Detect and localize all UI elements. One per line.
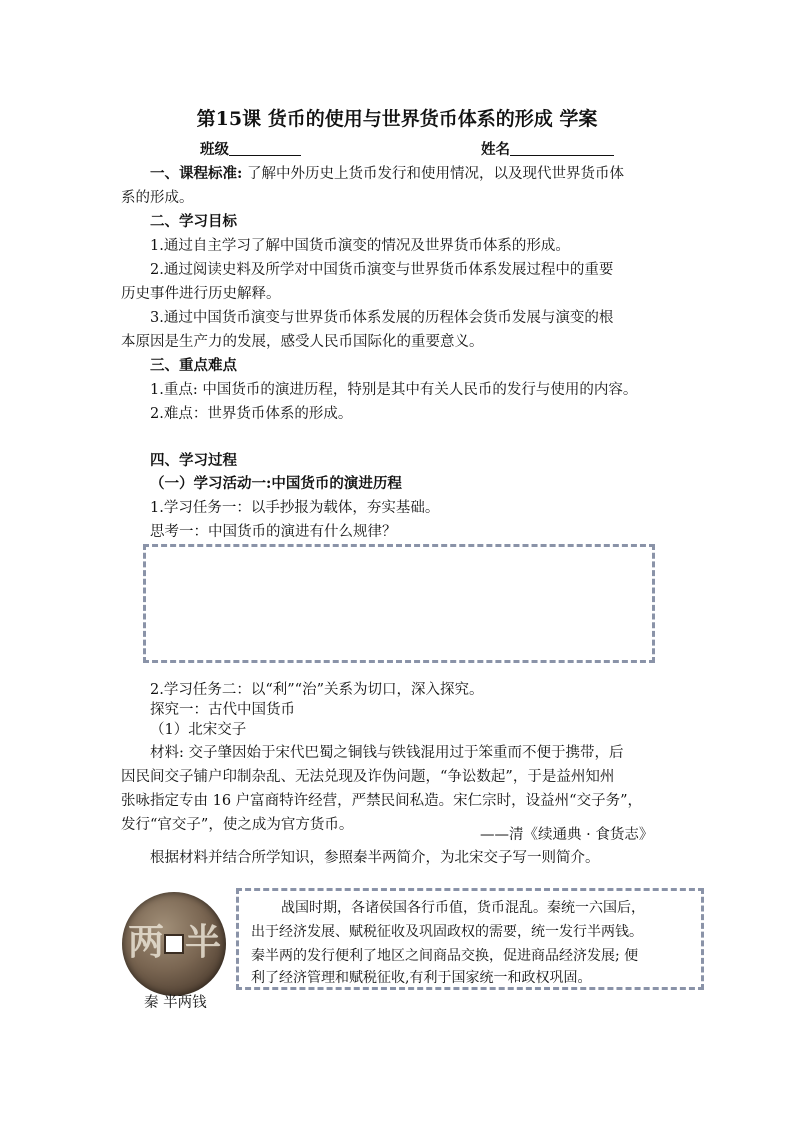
info-text: 秦半两的发行便利了地区之间商品交换，促进商品经济发展; 便 <box>251 948 639 964</box>
subsection-heading: （1）北宋交子 <box>150 722 247 738</box>
goal-item: 本原因是生产力的发展，感受人民币国际化的重要意义。 <box>121 334 484 350</box>
coin-char-right: 半 <box>185 921 222 963</box>
answer-box[interactable] <box>143 544 655 663</box>
material-text: 因民间交子铺户印制杂乱、无法兑现及诈伪问题，“争讼数起”，于是益州知州 <box>121 769 615 785</box>
class-label: 班级 <box>200 141 229 158</box>
curriculum-standard <box>150 164 624 184</box>
goal-item: 历史事件进行历史解释。 <box>121 286 281 302</box>
coin-image <box>122 892 226 996</box>
class-blank[interactable] <box>229 140 301 156</box>
explore-heading: 探究一：古代中国货币 <box>150 702 295 718</box>
section-heading: 四、学习过程 <box>150 452 237 469</box>
coin-caption: 秦 半两钱 <box>144 995 207 1011</box>
info-text: 出于经济发展、赋税征收及巩固政权的需要，统一发行半两钱。 <box>251 924 643 940</box>
goal-item: 3.通过中国货币演变与世界货币体系发展的历程体会货币发展与演变的根 <box>150 310 614 326</box>
name-label: 姓名 <box>481 141 510 158</box>
section-heading: 一、课程标准: <box>150 165 243 182</box>
key-point: 1.重点: 中国货币的演进历程，特别是其中有关人民币的发行与使用的内容。 <box>150 382 638 398</box>
coin-hole <box>164 934 184 954</box>
task-text: 2.学习任务二：以“利”“治”关系为切口，深入探究。 <box>150 682 484 698</box>
info-text: 利了经济管理和赋税征收,有利于国家统一和政权巩固。 <box>251 970 592 986</box>
name-field <box>481 140 614 160</box>
question-text: 思考一：中国货币的演进有什么规律？ <box>150 524 397 540</box>
activity-heading: （一）学习活动一:中国货币的演进历程 <box>150 475 402 492</box>
task-text: 1.学习任务一：以手抄报为载体，夯实基础。 <box>150 500 440 516</box>
goal-item: 1.通过自主学习了解中国货币演变的情况及世界货币体系的形成。 <box>150 238 570 254</box>
info-box <box>236 888 704 990</box>
material-source: ——清《续通典 · 食货志》 <box>480 827 654 843</box>
section-heading: 二、学习目标 <box>150 213 237 230</box>
prompt-text: 根据材料并结合所学知识，参照秦半两简介，为北宋交子写一则简介。 <box>150 850 600 866</box>
material-text: 材料: 交子肇因始于宋代巴蜀之铜钱与铁钱混用过于笨重而不便于携带，后 <box>150 745 624 761</box>
body-text: 了解中外历史上货币发行和使用情况，以及现代世界货币体 <box>246 166 624 182</box>
section-heading: 三、重点难点 <box>150 357 237 374</box>
coin-char-left: 两 <box>128 921 165 963</box>
page-title: 第15课 货币的使用与世界货币体系的形成 学案 <box>196 108 598 130</box>
difficulty-point: 2.难点：世界货币体系的形成。 <box>150 406 353 422</box>
material-text: 发行“官交子”，使之成为官方货币。 <box>121 817 354 833</box>
material-text: 张咏指定专由 16 户富商特许经营，严禁民间私造。宋仁宗时，设益州“交子务”， <box>121 793 642 809</box>
name-blank[interactable] <box>510 140 614 156</box>
class-field <box>200 140 301 160</box>
info-text: 战国时期，各诸侯国各行币值，货币混乱。秦统一六国后， <box>281 900 645 916</box>
body-text: 系的形成。 <box>121 190 194 206</box>
goal-item: 2.通过阅读史料及所学对中国货币演变与世界货币体系发展过程中的重要 <box>150 262 614 278</box>
